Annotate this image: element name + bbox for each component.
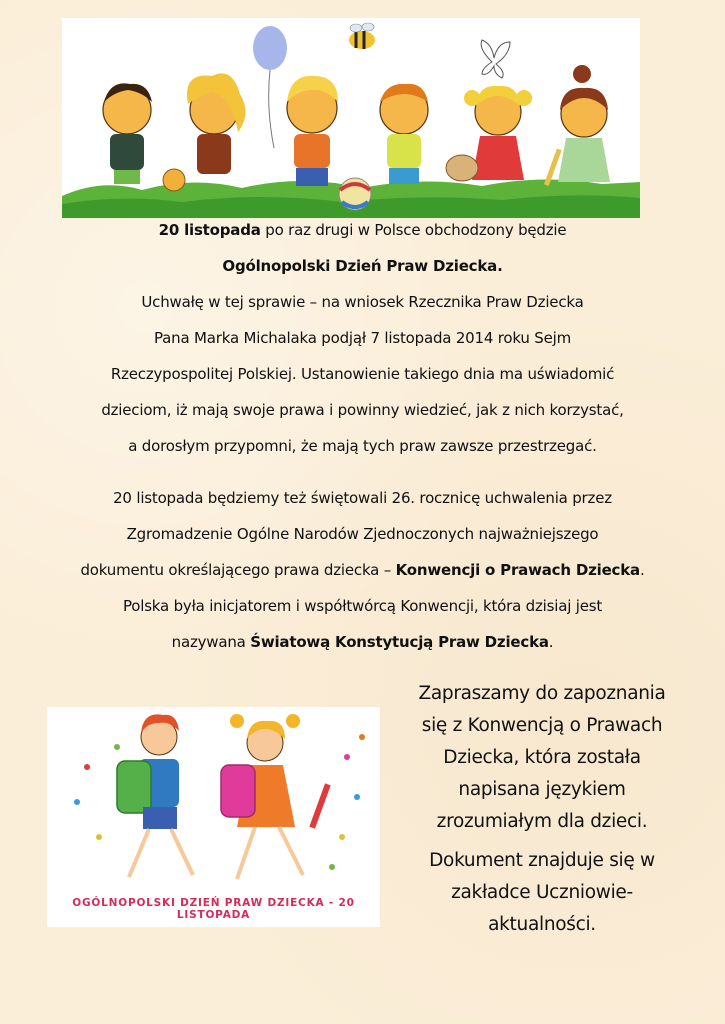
invite-line-4: napisana językiem xyxy=(458,779,626,800)
convention-line-5-text: nazywana xyxy=(171,633,251,651)
kids-backpacks-image xyxy=(47,707,380,927)
convention-paragraph xyxy=(20,480,705,660)
intro-line-4: Pana Marka Michalaka podjął 7 listopada 2014 roku Sejm xyxy=(153,329,572,347)
convention-line-4: Polska była inicjatorem i współtwórcą Konwencji, która dzisiaj jest xyxy=(122,597,603,615)
intro-line-3: Uchwałę w tej sprawie – na wniosek Rzecznika Praw Dziecka xyxy=(141,293,584,311)
convention-line-5-period: . xyxy=(548,633,554,651)
invite-line-5: zrozumiałym dla dzieci. xyxy=(436,811,648,832)
intro-line-5: Rzeczypospolitej Polskiej. Ustanowienie takiego dnia ma uświadomić xyxy=(110,365,615,383)
intro-line-2 xyxy=(20,248,705,284)
invite-line-3: Dziecka, która została xyxy=(443,747,641,768)
convention-name-bold: Konwencji o Prawach Dziecka xyxy=(395,561,640,579)
children-illustration xyxy=(62,18,640,218)
intro-line-1-text: po raz drugi w Polsce obchodzony będzie xyxy=(260,221,567,239)
intro-line-1 xyxy=(20,212,705,248)
invite-line-1: Zapraszamy do zapoznania xyxy=(418,683,666,704)
document-line-3: aktualności. xyxy=(488,914,596,935)
children-banner-image xyxy=(62,18,640,218)
convention-line-3 xyxy=(20,552,705,588)
convention-line-2: Zgromadzenie Ogólne Narodów Zjednoczonych najważniejszego xyxy=(126,525,599,543)
date-bold: 20 listopada xyxy=(158,221,261,239)
intro-line-7: a dorosłym przypomni, że mają tych praw zawsze przestrzegać. xyxy=(128,437,597,455)
constitution-name-bold: Światową Konstytucją Praw Dziecka xyxy=(250,633,549,651)
document-line-2: zakładce Uczniowie- xyxy=(451,882,633,903)
document-location-text xyxy=(383,845,701,941)
invite-text xyxy=(383,678,701,838)
event-name-bold: Ogólnopolski Dzień Praw Dziecka. xyxy=(222,257,503,275)
convention-line-3-text: dokumentu określającego prawa dziecka – xyxy=(80,561,396,579)
convention-line-3-period: . xyxy=(639,561,645,579)
invite-line-2: się z Konwencją o Prawach xyxy=(421,715,663,736)
convention-line-1: 20 listopada będziemy też świętowali 26. rocznicę uchwalenia przez xyxy=(113,489,612,507)
kids-image-caption: OGÓLNOPOLSKI DZIEŃ PRAW DZIECKA - 20 LISTOPADA xyxy=(72,897,355,921)
document-line-1: Dokument znajduje się w xyxy=(429,850,655,871)
intro-line-6: dzieciom, iż mają swoje prawa i powinny wiedzieć, jak z nich korzystać, xyxy=(101,401,624,419)
intro-paragraph xyxy=(20,212,705,464)
convention-line-5 xyxy=(20,624,705,660)
kids-backpacks-illustration xyxy=(47,707,380,907)
